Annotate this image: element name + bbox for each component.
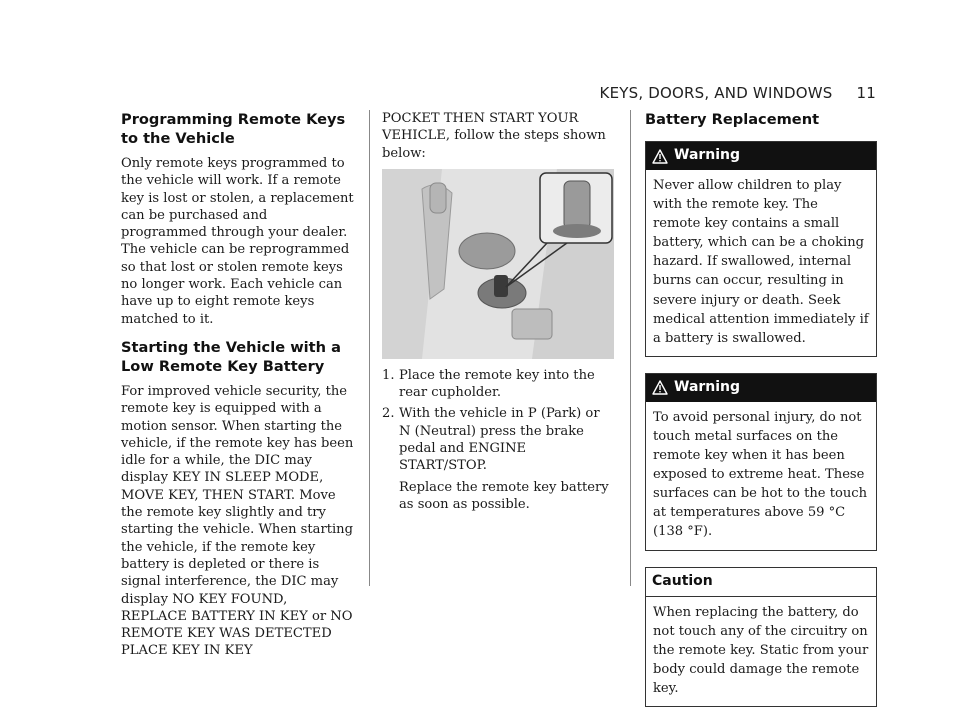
cupholder-drawing — [382, 169, 614, 359]
warning-box-2 — [645, 373, 877, 551]
caution-header — [646, 568, 876, 597]
paragraph-starting: For improved vehicle security, the remote key is equipped with a motion sensor. When starting the vehicle, if the remote key has been idle for a while, the DIC may display KEY IN SLEEP MODE, MOVE KEY, THEN START. Move the remote key slightly and try starting the vehicle. When starting the vehicle, if the remote key battery is depleted or there is signal interference, the DIC may display NO KEY FOUND, REPLACE BATTERY IN KEY or NO REMOTE KEY WAS DETECTED PLACE KEY IN KEY — [121, 383, 354, 659]
step-text: Place the remote key into the rear cupholder. — [399, 367, 595, 401]
warning-icon — [652, 149, 668, 164]
column-rule-1 — [369, 110, 370, 586]
step-2 — [382, 405, 614, 474]
column-1 — [121, 110, 357, 667]
caution-text: When replacing the battery, do not touch any of the circuitry on the remote key. Static from your body could damage the remote key. — [653, 604, 869, 696]
warning-title: Warning — [674, 379, 741, 396]
cupholder-illustration — [382, 169, 614, 359]
column-rule-2 — [630, 110, 631, 586]
heading-starting: Starting the Vehicle with a Low Remote Key Battery — [121, 338, 341, 375]
heading-programming: Programming Remote Keys to the Vehicle — [121, 111, 346, 147]
step-number: 2. — [382, 406, 395, 422]
warning-header — [646, 374, 876, 402]
page-number: 11 — [856, 84, 876, 102]
step-number: 1. — [382, 367, 395, 383]
heading-battery: Battery Replacement — [645, 111, 820, 128]
step-1 — [382, 367, 614, 402]
column-2 — [382, 110, 614, 520]
caution-title: Caution — [652, 572, 713, 589]
running-head — [356, 84, 876, 102]
steps-list — [382, 367, 614, 475]
step-2-note: Replace the remote key battery as soon as possible. — [399, 479, 609, 512]
warning-title: Warning — [674, 147, 741, 164]
warning-header — [646, 142, 876, 170]
section-title: KEYS, DOORS, AND WINDOWS — [599, 84, 833, 102]
paragraph-continued: POCKET THEN START YOUR VEHICLE, follow the steps shown below: — [382, 111, 606, 161]
warning-box-1 — [645, 141, 877, 357]
caution-box — [645, 567, 877, 707]
step-text: With the vehicle in P (Park) or N (Neutral) press the brake pedal and ENGINE START/STOP. — [399, 406, 600, 474]
paragraph-programming: Only remote keys programmed to the vehicle will work. If a remote key is lost or stolen, a replacement can be purchased and programmed through your dealer. The vehicle can be reprogrammed so that lost or stolen remote keys no longer work. Each vehicle can have up to eight remote keys matched to it. — [121, 156, 354, 327]
warning-text: Never allow children to play with the remote key. The remote key contains a small battery, which can be a choking hazard. If swallowed, internal burns can occur, resulting in severe injury or death. Seek medical attention immediately if a battery is swallowed. — [653, 178, 869, 346]
column-3 — [645, 110, 877, 723]
warning-text: To avoid personal injury, do not touch metal surfaces on the remote key when it has been exposed to extreme heat. These surfaces can be hot to the touch at temperatures above 59 °C (138 °F). — [653, 409, 868, 540]
warning-icon — [652, 380, 668, 395]
